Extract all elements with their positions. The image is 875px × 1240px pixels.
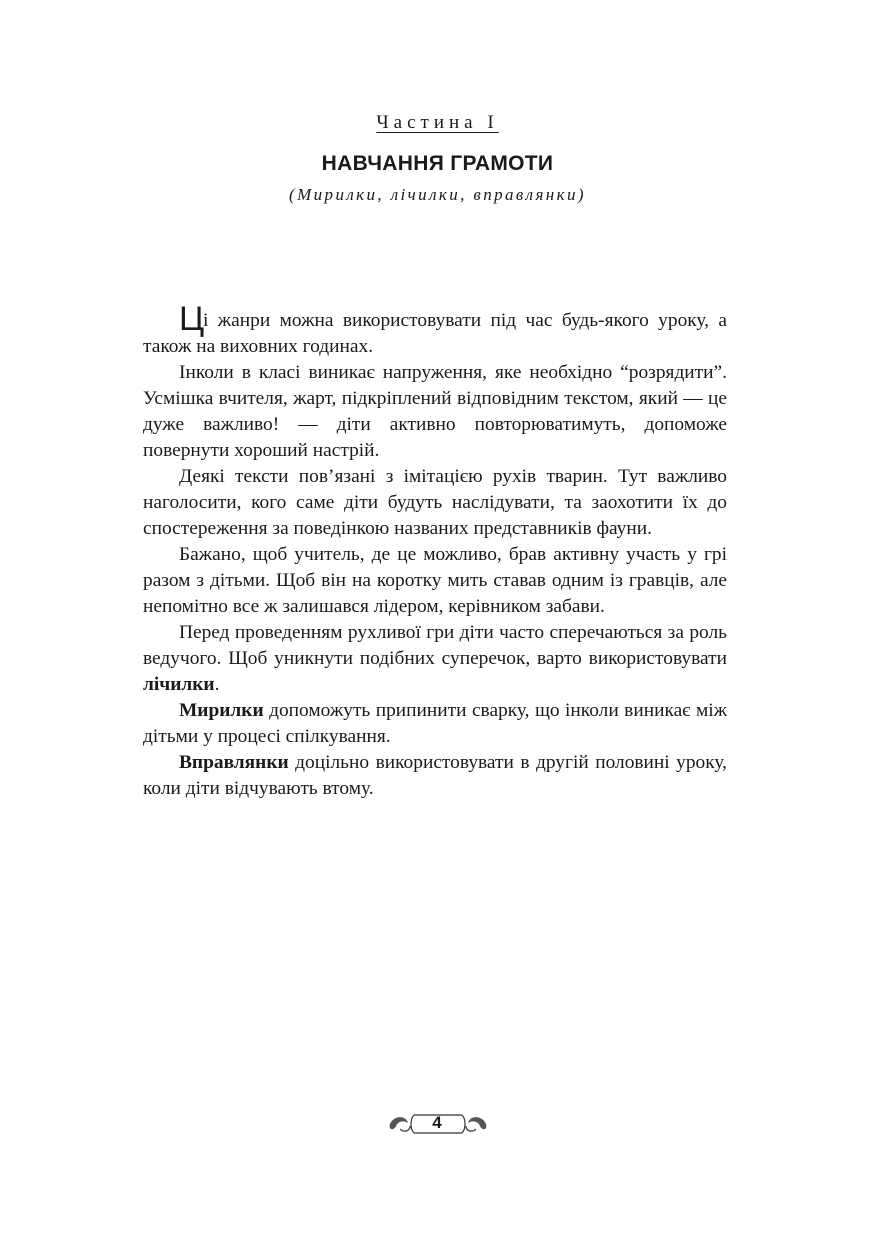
term-vpravlianky: Вправлянки <box>179 752 289 773</box>
body-text <box>143 300 727 802</box>
paragraph-6-text: допоможуть припинити сварку, що інколи виникає між дітьми у процесі спілкування. <box>143 700 727 747</box>
paragraph-5-end: . <box>214 674 220 695</box>
part-label-text: Частина I <box>376 112 499 133</box>
paragraph-7-text: доцільно використовувати в другій половині уроку, коли діти відчувають втому. <box>143 752 727 799</box>
part-label <box>0 112 875 134</box>
paragraph-1-text: і жанри можна використовувати під час будь-якого уроку, а також на виховних годинах. <box>143 310 727 357</box>
section-title: НАВЧАННЯ ГРАМОТИ <box>321 152 554 175</box>
paragraph-3: Деякі тексти пов’язані з імітацією рухів тварин. Тут важливо наголосити, кого саме діти будуть наслідувати, та заохотити їх до спостереження за поведінкою названих представників фауни. <box>143 466 727 539</box>
dropcap-letter: Ц <box>179 300 205 338</box>
paragraph-2: Інколи в класі виникає напруження, яке необхідно “розрядити”. Усмішка вчителя, жарт, підкріплений відповідним текстом, який — це дуже важливо! — діти активно повторюватимуть, допоможе повернути хороший настрій. <box>143 362 727 461</box>
page-number: 4 <box>432 1113 442 1132</box>
term-myrylky: Мирилки <box>179 700 264 721</box>
paragraph-1 <box>143 300 727 360</box>
paragraph-5 <box>143 620 727 698</box>
section-subtitle: (Мирилки, лічилки, вправлянки) <box>289 185 586 204</box>
paragraph-7 <box>143 750 727 802</box>
term-lichylky: лічилки <box>143 674 215 695</box>
page-number-ornament <box>386 1111 490 1137</box>
paragraph-5-text: Перед проведенням рухливої гри діти часто сперечаються за роль ведучого. Щоб уникнути подібних суперечок, варто використовувати <box>143 622 727 669</box>
paragraph-6 <box>143 698 727 750</box>
paragraph-4: Бажано, щоб учитель, де це можливо, брав активну участь у грі разом з дітьми. Щоб він на коротку мить ставав одним із гравців, але непомітно все ж залишався лідером, керівником забави. <box>143 544 727 617</box>
dropcap-slot <box>143 300 205 338</box>
